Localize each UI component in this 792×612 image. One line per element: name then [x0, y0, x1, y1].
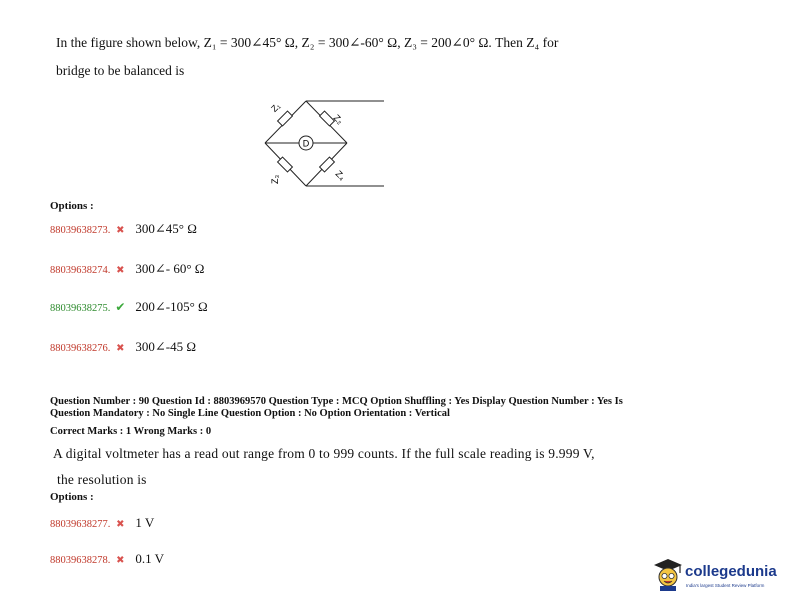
cross-icon: ✖ — [116, 519, 125, 530]
logo-tagline: India's largest Student Review Platform — [686, 583, 765, 588]
bridge-circuit-figure — [250, 96, 390, 188]
option-text: 1 V — [135, 515, 155, 530]
option-row[interactable] — [50, 260, 204, 278]
question-text-line-1: In the figure shown below, Z₁ = 300∠45° Ω, Z₂ = 300∠-60° Ω, Z₃ = 200∠0° Ω. Then Z₄ for — [56, 35, 559, 50]
option-text: 300∠45° Ω — [135, 221, 197, 236]
option-text: 300∠-45 Ω — [135, 339, 197, 354]
cross-icon: ✖ — [116, 225, 125, 236]
graduate-mascot-icon — [652, 556, 684, 592]
cross-icon: ✖ — [116, 265, 125, 276]
z4-label: Z₄ — [333, 168, 348, 183]
z2-label: Z₂ — [331, 112, 346, 127]
z4-impedance — [320, 157, 335, 172]
question-text-line-2: bridge to be balanced is — [56, 63, 185, 78]
option-id: 88039638276. — [50, 343, 111, 354]
z3-impedance — [278, 157, 293, 172]
option-id: 88039638278. — [50, 555, 111, 566]
option-id: 88039638273. — [50, 225, 111, 236]
question-text-line-2: the resolution is — [57, 472, 147, 487]
z1-impedance — [278, 111, 293, 126]
options-label: Options : — [50, 200, 94, 212]
check-icon: ✔ — [115, 300, 126, 314]
option-row[interactable] — [50, 220, 197, 238]
options-label: Options : — [50, 491, 94, 503]
option-row[interactable] — [50, 298, 208, 316]
z1-label: Z₁ — [269, 100, 283, 114]
option-id: 88039638274. — [50, 265, 111, 276]
cross-icon: ✖ — [116, 343, 125, 354]
option-row[interactable] — [50, 338, 196, 356]
option-id: 88039638277. — [50, 519, 111, 530]
option-text: 300∠- 60° Ω — [135, 261, 205, 276]
option-id: 88039638275. — [50, 303, 111, 314]
question-text-line-1: A digital voltmeter has a read out range from 0 to 999 counts. If the full scale reading is 9.999 V, — [53, 446, 595, 461]
option-row[interactable] — [50, 550, 164, 568]
option-text: 200∠-105° Ω — [135, 299, 208, 314]
question-marks: Correct Marks : 1 Wrong Marks : 0 — [50, 426, 212, 437]
option-text: 0.1 V — [135, 551, 165, 566]
option-row[interactable] — [50, 514, 154, 532]
detector-label: D — [302, 138, 310, 149]
question-meta-line-2: Question Mandatory : No Single Line Question Option : No Option Orientation : Vertical — [50, 408, 450, 419]
z3-label: Z₃ — [270, 174, 280, 184]
logo-text: collegedunia — [685, 563, 777, 580]
question-meta-line-1: Question Number : 90 Question Id : 8803969570 Question Type : MCQ Option Shuffling : Yes Display Question Number : Yes Is — [50, 396, 623, 407]
cross-icon: ✖ — [116, 555, 125, 566]
